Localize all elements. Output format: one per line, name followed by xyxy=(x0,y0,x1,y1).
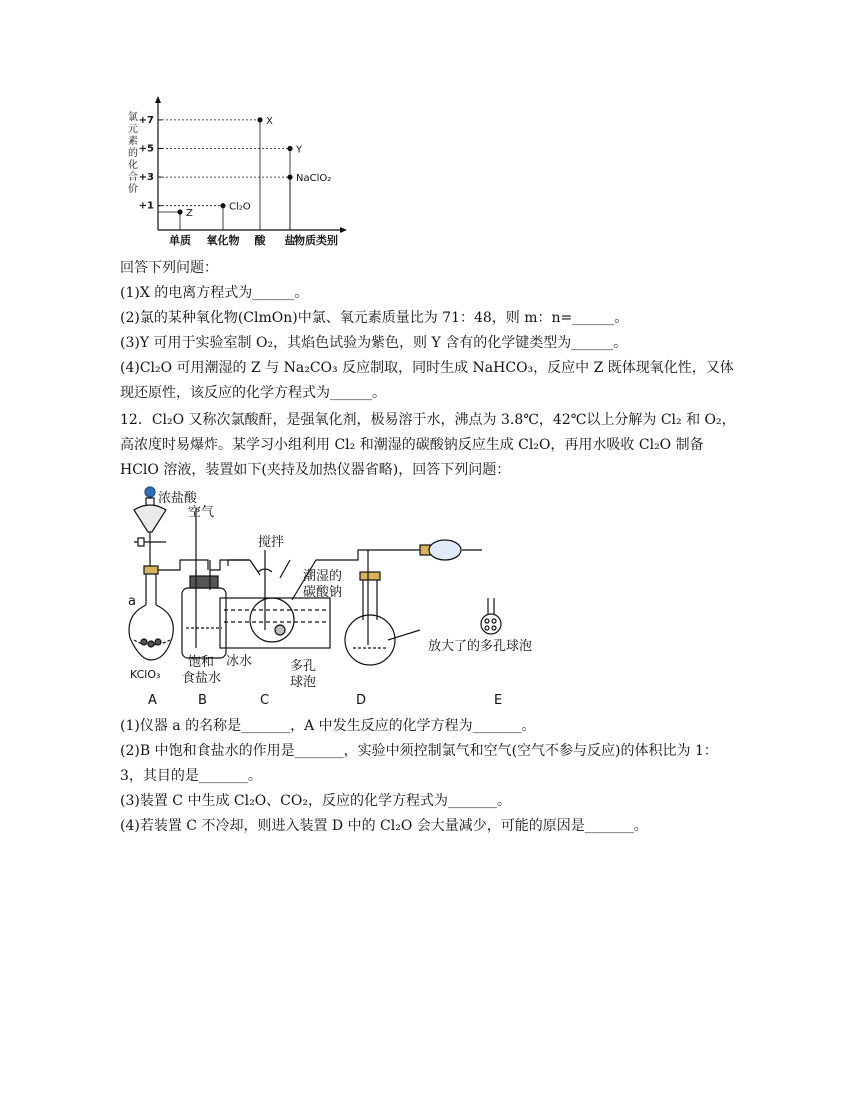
q11-part4-line1: (4)Cl₂O 可用潮湿的 Z 与 Na₂CO₃ 反应制取，同时生成 NaHCO₃，反应中 Z 既体现氧化性，又体 xyxy=(120,360,734,376)
q12-part2-line2: 3，其目的是_______。 xyxy=(120,768,262,784)
q11-intro: 回答下列问题： xyxy=(120,260,218,276)
q11-part4-line2: 现还原性，该反应的化学方程式为______。 xyxy=(120,385,386,401)
label-porous-2: 球泡 xyxy=(290,675,317,690)
label-porous-1: 多孔 xyxy=(290,659,317,674)
data-point-label: NaClO₂ xyxy=(296,173,332,185)
label-wet-2: 碳酸钠 xyxy=(303,585,343,600)
q12-part2-line1: (2)B 中饱和食盐水的作用是_______，实验中须控制氯气和空气(空气不参与反应)的体积比为 1： xyxy=(120,743,718,759)
chart-xlabel: 物质类别 xyxy=(294,234,338,247)
data-point-label: Z xyxy=(186,208,193,219)
label-C: C xyxy=(260,693,270,708)
q12-part4: (4)若装置 C 不冷却，则进入装置 D 中的 Cl₂O 会大量减少，可能的原因是_______。 xyxy=(120,818,648,834)
data-point-label: Y xyxy=(296,144,303,156)
apparatus-diagram xyxy=(120,480,680,710)
q12-stem-line2: 高浓度时易爆炸。某学习小组利用 Cl₂ 和潮湿的碳酸钠反应生成 Cl₂O，再用水吸收 Cl₂O 制备 xyxy=(120,437,704,453)
q12-stem-line3: HClO 溶液，装置如下(夹持及加热仪器省略)，回答下列问题： xyxy=(120,462,511,478)
apparatus-B xyxy=(182,508,250,658)
y-tick-label: +3 xyxy=(138,172,154,184)
data-point xyxy=(257,117,262,122)
label-D: D xyxy=(356,693,367,708)
label-E: E xyxy=(494,693,503,708)
chart-ylabel-text: 氯元素的化合价 xyxy=(128,112,138,195)
label-brine-1: 饱和 xyxy=(188,655,215,670)
label-conc-hcl: 浓盐酸 xyxy=(158,491,198,506)
label-B: B xyxy=(198,693,207,708)
q11-part2: (2)氯的某种氧化物(ClmOn)中氯、氧元素质量比为 71：48，则 m：n=______。 xyxy=(120,310,629,326)
chart-ylabel xyxy=(128,110,138,195)
y-axis-arrow xyxy=(155,96,161,103)
data-point xyxy=(287,175,292,180)
x-category-label: 酸 xyxy=(254,234,266,247)
y-tick-label: +5 xyxy=(138,143,154,155)
label-A: A xyxy=(148,693,157,708)
data-point-label: X xyxy=(266,115,273,127)
data-point xyxy=(287,146,292,151)
apparatus-E xyxy=(481,598,501,634)
x-category-label: 盐 xyxy=(284,234,296,247)
data-point xyxy=(177,209,182,214)
q11-part1: (1)X 的电离方程式为______。 xyxy=(120,285,309,301)
label-enlarged-bulb: 放大了的多孔球泡 xyxy=(428,639,533,654)
y-tick-label: +1 xyxy=(138,200,154,212)
q11-part3: (3)Y 可用于实验室制 O₂，其焰色试验为紫色，则 Y 含有的化学键类型为______。 xyxy=(120,335,628,351)
label-kclo3: KClO₃ xyxy=(130,668,161,681)
label-stir: 搅拌 xyxy=(258,535,285,550)
x-axis-arrow xyxy=(340,227,347,233)
y-tick-label: +7 xyxy=(138,114,154,126)
data-point xyxy=(220,203,225,208)
x-category-label: 氧化物 xyxy=(206,234,240,247)
label-air: 空气 xyxy=(188,505,215,520)
data-point-label: Cl₂O xyxy=(229,201,251,213)
label-a: a xyxy=(128,594,136,609)
x-category-label: 单质 xyxy=(169,234,191,247)
label-wet-1: 潮湿的 xyxy=(303,569,343,584)
q12-part1: (1)仪器 a 的名称是_______，A 中发生反应的化学方程为_______。 xyxy=(120,718,536,734)
label-ice-water: 冰水 xyxy=(226,654,253,669)
label-brine-2: 食盐水 xyxy=(182,671,222,686)
valence-chart xyxy=(118,92,358,252)
q12-part3: (3)装置 C 中生成 Cl₂O、CO₂，反应的化学方程式为_______。 xyxy=(120,793,511,809)
q12-stem-line1: 12．Cl₂O 又称次氯酸酐，是强氧化剂，极易溶于水，沸点为 3.8℃，42℃以上分解为 Cl₂ 和 O₂， xyxy=(120,412,736,428)
